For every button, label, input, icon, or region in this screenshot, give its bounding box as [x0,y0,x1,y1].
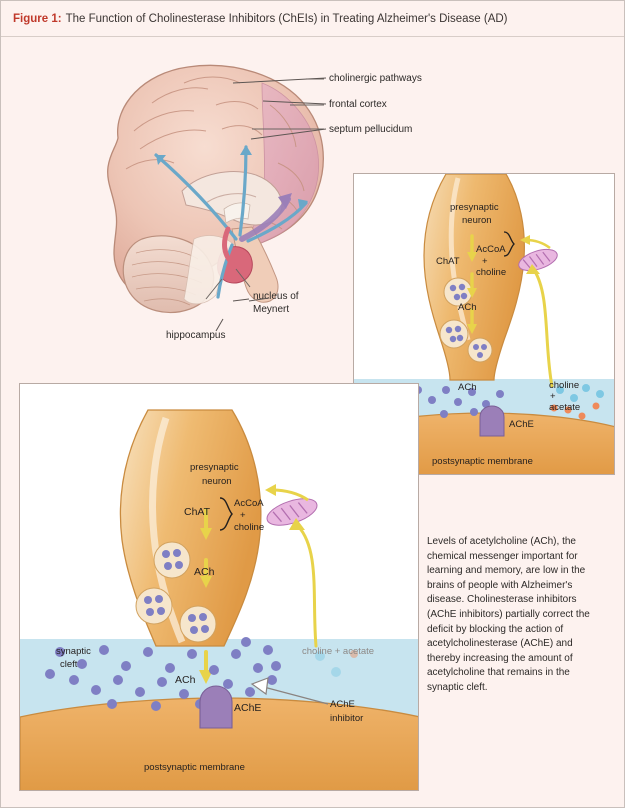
panel-ad-postsynaptic: postsynaptic membrane [432,456,533,467]
panel-ad-plus: + [482,256,488,267]
panel-chei-ache-inhibitor-line1: AChE [330,699,355,710]
figure-title-bar [1,1,625,37]
panel-ad-accoa: AcCoA [476,244,506,255]
panel-ad-ach-vesicle: ACh [458,302,477,313]
label-hippocampus: hippocampus [166,330,226,341]
panel-ad-neuron: neuron [462,215,492,226]
label-cholinergic-pathways: cholinergic pathways [329,73,422,84]
panel-chei-choline: choline [234,522,265,533]
panel-chei-postsynaptic: postsynaptic membrane [144,762,245,773]
panel-chei-ache: AChE [234,702,262,714]
panel-ad-acetate: acetate [549,402,581,413]
panel-ad-choline-product: choline [549,380,580,391]
panel-chei-accoa: AcCoA [234,498,264,509]
label-meynert: Meynert [253,304,290,315]
label-nucleus-of: nucleus of [253,291,299,302]
panel-chei-ach-cleft: ACh [175,674,196,686]
panel-ad-chat: ChAT [436,256,460,267]
panel-ad-ach-cleft: ACh [458,382,477,393]
page-title: The Function of Cholinesterase Inhibitors (ChEIs) in Treating Alzheimer's Disease (AD) [65,12,508,25]
panel-chei-chat: ChAT [184,506,211,518]
panel-ad-ache: AChE [509,419,534,430]
label-frontal-cortex: frontal cortex [329,99,387,110]
panel-chei-ach-vesicle: ACh [194,566,215,578]
caption-panel [419,475,615,791]
panel-increased-ach [19,383,419,791]
brain-svg [56,43,356,333]
figure-label: Figure 1: [13,12,62,25]
panel-chei-ache-inhibitor-line2: inhibitor [330,713,364,724]
panel-chei-svg [20,384,419,791]
brain-illustration [56,43,356,333]
panel-chei-synaptic: synaptic [56,646,91,657]
panel-chei-cleft: cleft [60,659,78,670]
panel-ad-plus2: + [550,391,556,402]
panel-chei-neuron: neuron [202,476,232,487]
panel-ad-presynaptic: presynaptic [450,202,499,213]
panel-chei-plus: + [240,510,246,521]
label-septum-pellucidum: septum pellucidum [329,124,413,135]
panel-ad-choline: choline [476,267,507,278]
caption-text: Levels of acetylcholine (ACh), the chemical messenger important for learning and memory, are low in the brains of people with Alzheimer's disease. Cholinesterase inhibitors (AChE inhibitors) partially correct the deficit by blocking the action of acetylcholinesterase (AChE) and thereby increasing the amount of acetylcholine that remains in the synaptic cleft. [427,536,590,693]
panel-chei-choline-acetate: choline + acetate [302,646,375,657]
panel-chei-presynaptic: presynaptic [190,462,239,473]
